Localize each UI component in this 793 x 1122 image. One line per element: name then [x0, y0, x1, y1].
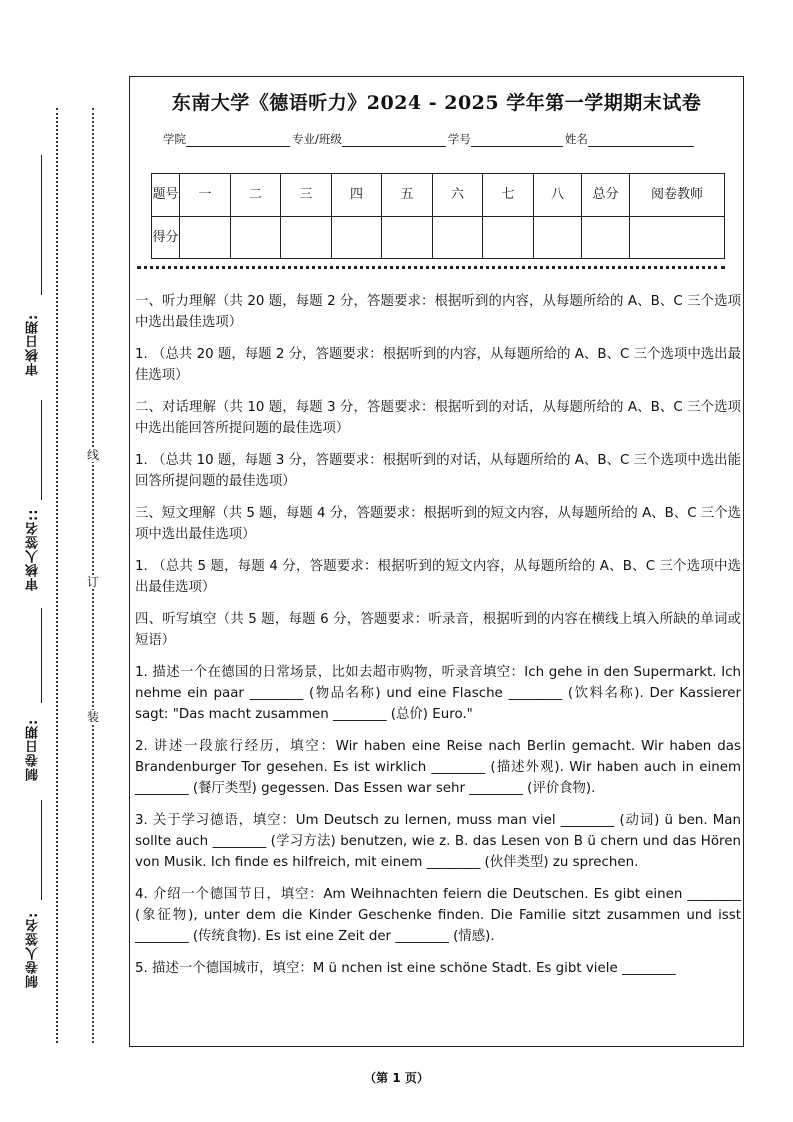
- dictation-question-1: 1. 描述一个在德国的日常场景，比如去超市购物，听录音填空：Ich gehe in den Supermarkt. Ich nehme ein paar ________ (物品名称) und eine Flasche ________ (饮料名称). Der Kassierer sagt: "Das macht zusammen ________ (总价) Euro.": [135, 665, 741, 722]
- score-cell[interactable]: [332, 216, 382, 259]
- student-id-label: 学号: [447, 132, 471, 146]
- reviewer-sign-line: [41, 400, 42, 500]
- col-header-total: 总分: [582, 174, 630, 217]
- section-heading-1: 一、听力理解（共 20 题，每题 2 分，答题要求：根据听到的内容，从每题所给的 A、B、C 三个选项中选出最佳选项）: [135, 294, 741, 330]
- score-cell[interactable]: [433, 216, 483, 259]
- col-header: 一: [180, 174, 231, 217]
- score-table-score-row: [152, 216, 725, 259]
- col-header-grader: 阅卷教师: [630, 174, 725, 217]
- score-label: 得分: [152, 216, 180, 259]
- section-heading-3: 三、短文理解（共 5 题，每题 4 分，答题要求：根据听到的短文内容，从每题所给的 A、B、C 三个选项中选出最佳选项）: [135, 506, 741, 542]
- student-info-row: [163, 131, 696, 147]
- exam-content: [135, 291, 741, 990]
- binding-mark-bind: 订: [83, 575, 103, 589]
- name-field[interactable]: [588, 132, 694, 147]
- score-table: [151, 173, 725, 259]
- reviewer-date-label: 审核日期:: [26, 313, 41, 377]
- college-label: 学院: [163, 132, 186, 146]
- score-cell[interactable]: [534, 216, 582, 259]
- student-id-field[interactable]: [471, 132, 563, 147]
- page-number: （第 1 页）: [364, 1071, 429, 1085]
- dictation-question-5: 5. 描述一个德国城市，填空：M ü nchen ist eine schöne Stadt. Es gibt viele ________: [135, 961, 676, 976]
- name-label: 姓名: [564, 132, 588, 146]
- section-instruction-2: 1. （总共 10 题，每题 3 分，答题要求：根据听到的对话，从每题所给的 A、B、C 三个选项中选出能回答所提问题的最佳选项）: [135, 453, 741, 489]
- dictation-question-2: 2. 讲述一段旅行经历，填空：Wir haben eine Reise nach Berlin gemacht. Wir haben das Brandenburger Tor gesehen. Es ist wirklich ________ (描述外观). Wir haben auch in einem ________ (餐厅类型) gegessen. Das Essen war sehr ________ (评价食物).: [135, 739, 741, 796]
- col-header: 四: [332, 174, 382, 217]
- score-cell[interactable]: [231, 216, 281, 259]
- maker-date-label: 制卷日期:: [26, 718, 41, 782]
- score-cell[interactable]: [382, 216, 433, 259]
- question-number-label: 题号: [152, 174, 180, 217]
- score-cell-grader[interactable]: [630, 216, 725, 259]
- score-cell-total[interactable]: [582, 216, 630, 259]
- score-cell[interactable]: [180, 216, 231, 259]
- reviewer-date-line: [41, 155, 42, 295]
- col-header: 六: [433, 174, 483, 217]
- col-header: 七: [483, 174, 534, 217]
- maker-sign-line: [41, 800, 42, 900]
- dictation-question-4: 4. 介绍一个德国节日，填空：Am Weihnachten feiern die Deutschen. Es gibt einen ________ (象征物), unter dem die Kinder Geschenke finden. Die Familie sitzt zusammen und isst ________ (传统食物). Es ist eine Zeit der ________ (情感).: [135, 887, 741, 944]
- binding-mark-line: 线: [83, 448, 103, 462]
- col-header: 三: [281, 174, 332, 217]
- binding-dotted-line: [56, 108, 58, 1043]
- major-class-field[interactable]: [342, 132, 446, 147]
- section-instruction-1: 1. （总共 20 题，每题 2 分，答题要求：根据听到的内容，从每题所给的 A、B、C 三个选项中选出最佳选项）: [135, 347, 741, 383]
- major-class-label: 专业/班级: [292, 132, 342, 146]
- score-cell[interactable]: [281, 216, 332, 259]
- score-cell[interactable]: [483, 216, 534, 259]
- section-instruction-3: 1. （总共 5 题，每题 4 分，答题要求：根据听到的短文内容，从每题所给的 A、B、C 三个选项中选出最佳选项）: [135, 559, 741, 595]
- binding-mark-fold: 装: [83, 710, 103, 724]
- score-table-header-row: [152, 174, 725, 217]
- col-header: 二: [231, 174, 281, 217]
- maker-sign-label: 制卷人签名:: [26, 911, 41, 989]
- section-heading-4: 四、听写填空（共 5 题，每题 6 分，答题要求：听录音，根据听到的内容在横线上填入所缺的单词或短语）: [135, 612, 741, 648]
- reviewer-sign-label: 审核人签名::: [26, 508, 41, 592]
- college-field[interactable]: [186, 132, 290, 147]
- col-header: 八: [534, 174, 582, 217]
- exam-title: 东南大学《德语听力》2024 - 2025 学年第一学期期末试卷: [171, 92, 702, 114]
- dictation-question-3: 3. 关于学习德语，填空：Um Deutsch zu lernen, muss man viel ________ (动词) ü ben. Man sollte auch ________ (学习方法) benutzen, wie z. B. das Lesen von B ü chern und das Hören von Musik. Ich finde es hilfreich, mit einem ________ (伙伴类型) zu sprechen.: [135, 813, 741, 870]
- maker-date-line: [41, 608, 42, 703]
- header-dotted-divider: [137, 266, 725, 269]
- section-heading-2: 二、对话理解（共 10 题，每题 3 分，答题要求：根据听到的对话，从每题所给的 A、B、C 三个选项中选出能回答所提问题的最佳选项）: [135, 400, 741, 436]
- col-header: 五: [382, 174, 433, 217]
